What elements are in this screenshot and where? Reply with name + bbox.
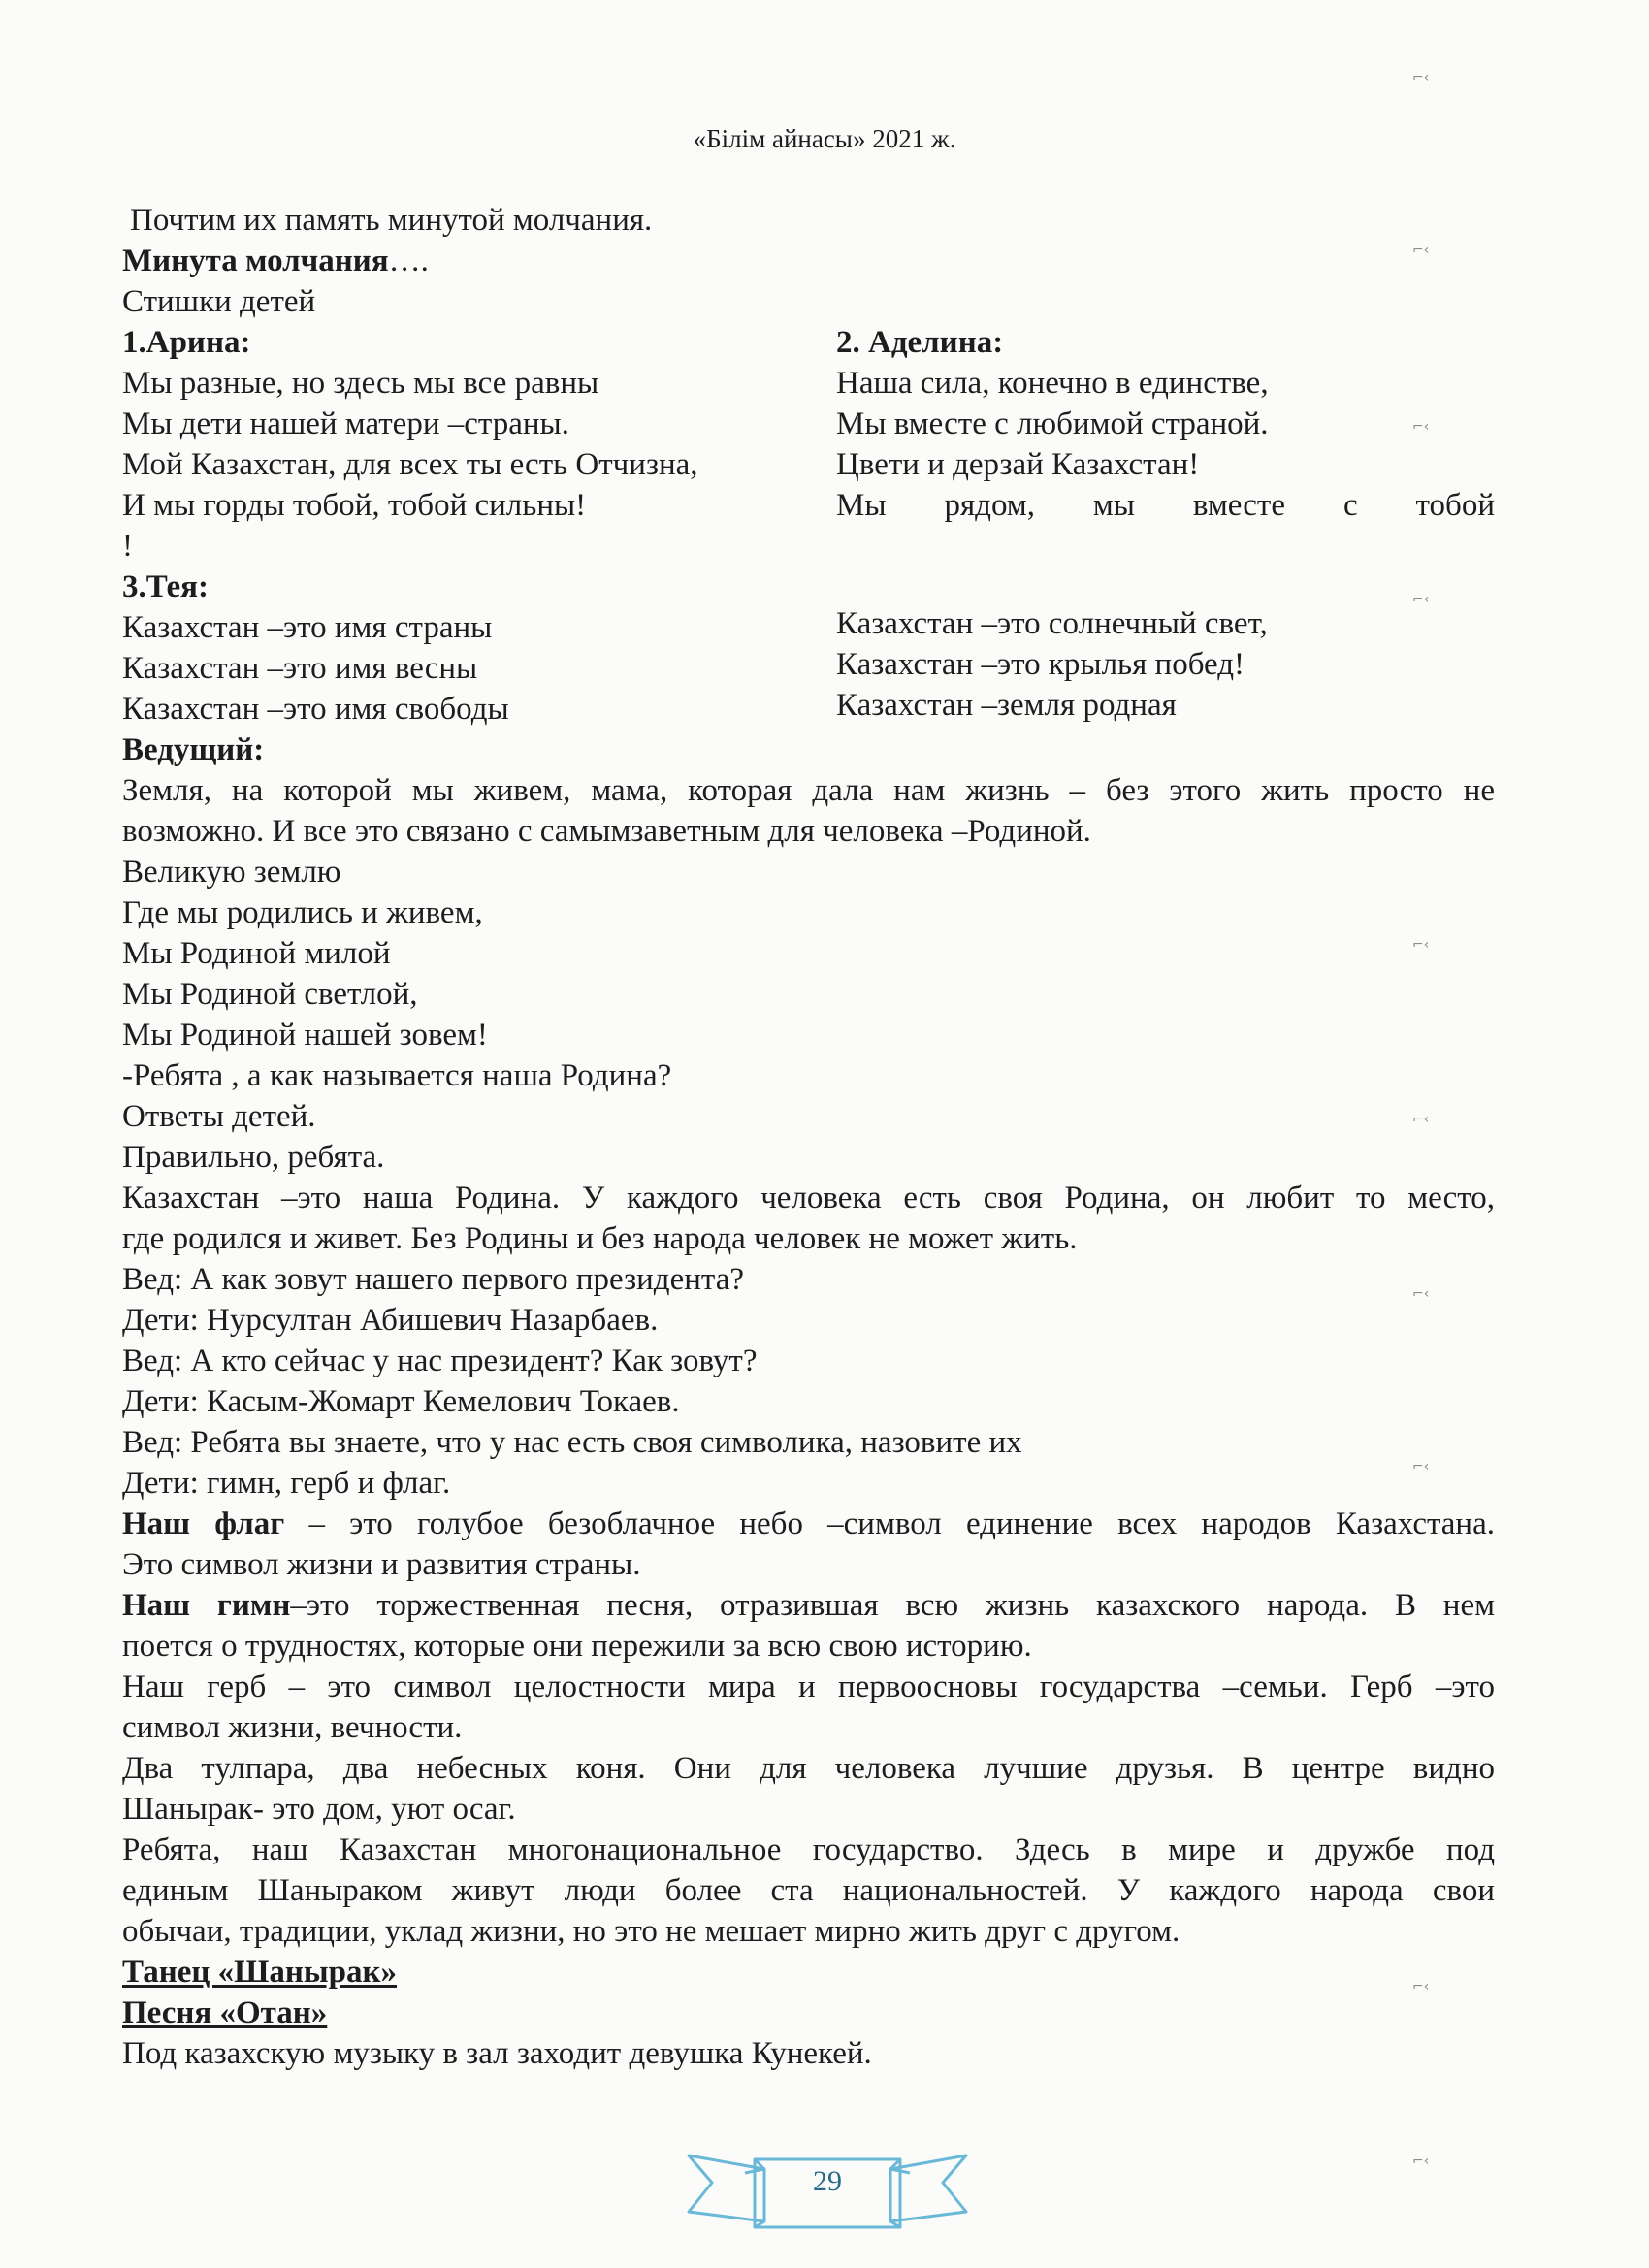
poem-teya	[122, 567, 836, 729]
poem-arina	[122, 322, 836, 567]
flag-paragraph-line	[122, 1504, 1495, 1544]
paragraph-line: Казахстан –это наша Родина. У каждого человека есть своя Родина, он любит то место,	[122, 1181, 1495, 1215]
scan-artifact: ⌐‹	[1412, 70, 1430, 85]
poem-line: Мы разные, но здесь мы все равны	[122, 366, 599, 401]
paragraph-line: Земля, на которой мы живем, мама, которая дала нам жизнь – без этого жить просто не	[122, 773, 1495, 808]
scan-artifact: ⌐‹	[1412, 1459, 1430, 1474]
paragraph-line: Ребята, наш Казахстан многонациональное государство. Здесь в мире и дружбе под	[122, 1832, 1495, 1867]
page-number: 29	[813, 2165, 842, 2197]
closing-line: Под казахскую музыку в зал заходит девушка Кунекей.	[122, 2036, 872, 2071]
poem-adelina	[836, 322, 1495, 567]
song-title: Песня «Отан»	[122, 1995, 328, 2030]
poem-line: Наша сила, конечно в единстве,	[836, 366, 1269, 401]
children-poems-label: Стишки детей	[122, 284, 316, 319]
poem-line: !	[122, 529, 133, 564]
scan-artifact: ⌐‹	[1412, 243, 1430, 258]
poem-line: Казахстан –это имя страны	[122, 610, 493, 645]
poem-title: 1.Арина:	[122, 325, 251, 360]
poem-line: Мы вместе с любимой страной.	[836, 406, 1269, 441]
flag-text: – это голубое безоблачное небо –символ единение всех народов Казахстана.	[284, 1507, 1495, 1541]
paragraph-line: Наш герб – это символ целостности мира и первоосновы государства –семьи. Герб –это	[122, 1669, 1495, 1704]
poem-line: И мы горды тобой, тобой сильны!	[122, 488, 587, 523]
scan-artifact: ⌐‹	[1412, 1979, 1430, 1994]
dialog-line: Правильно, ребята.	[122, 1140, 385, 1175]
paragraph-line: обычаи, традиции, уклад жизни, но это не мешает мирно жить друг с другом.	[122, 1914, 1180, 1949]
paragraph-line: Это символ жизни и развития страны.	[122, 1547, 641, 1582]
poem-line: Казахстан –земля родная	[836, 688, 1177, 723]
dialog-line: -Ребята , а как называется наша Родина?	[122, 1058, 672, 1093]
scan-artifact: ⌐‹	[1412, 592, 1430, 607]
paragraph-line: поется о трудностях, которые они пережили за всю свою историю.	[122, 1629, 1032, 1664]
paragraph-line: Шанырак- это дом, уют осаг.	[122, 1792, 516, 1827]
poem-line: Казахстан –это имя весны	[122, 651, 478, 686]
dialog-line: Ответы детей.	[122, 1099, 316, 1134]
dialog-line: Вед: Ребята вы знаете, что у нас есть своя символика, назовите их	[122, 1425, 1022, 1460]
poem-line: Мы дети нашей матери –страны.	[122, 406, 569, 441]
poem-title: 2. Аделина:	[836, 325, 1004, 360]
dialog-line: Дети: Нурсултан Абишевич Назарбаев.	[122, 1303, 659, 1338]
anthem-text: –это торжественная песня, отразившая всю жизнь казахского народа. В нем	[290, 1588, 1495, 1623]
dialog-line: Вед: А кто сейчас у нас президент? Как зовут?	[122, 1344, 758, 1378]
paragraph-line: Два тулпара, два небесных коня. Они для человека лучшие друзья. В центре видно	[122, 1751, 1495, 1786]
poem-line: Казахстан –это крылья побед!	[836, 647, 1245, 682]
intro-line: Почтим их память минутой молчания.	[130, 203, 653, 238]
verse-line: Где мы родились и живем,	[122, 895, 483, 930]
paragraph-line: символ жизни, вечности.	[122, 1710, 463, 1745]
main-content	[122, 200, 1495, 2074]
dance-title: Танец «Шанырак»	[122, 1955, 397, 1990]
anthem-term: Наш гимн	[122, 1588, 291, 1623]
poems-block-2	[122, 567, 1495, 729]
minute-title: Минута молчания	[122, 243, 389, 278]
scan-artifact: ⌐‹	[1412, 1112, 1430, 1127]
scan-artifact: ⌐‹	[1412, 419, 1430, 435]
paragraph-line: возможно. И все это связано с самымзаветным для человека –Родиной.	[122, 814, 1091, 849]
scan-artifact: ⌐‹	[1412, 1286, 1430, 1302]
verse-line: Мы Родиной светлой,	[122, 977, 418, 1012]
dialog-line: Вед: А как зовут нашего первого президента?	[122, 1262, 745, 1297]
anthem-paragraph-line	[122, 1585, 1495, 1626]
poem-title: 3.Тея:	[122, 569, 209, 604]
spacer	[836, 567, 1495, 603]
poem-line: Мы рядом, мы вместе с тобой	[836, 488, 1495, 523]
verse-line: Мы Родиной милой	[122, 936, 391, 971]
dialog-line: Дети: Касым-Жомарт Кемелович Токаев.	[122, 1384, 680, 1419]
page-header: «Білім айнасы» 2021 ж.	[693, 124, 956, 153]
scan-artifact: ⌐‹	[1412, 937, 1430, 953]
paragraph-line: единым Шаныраком живут люди более ста национальностей. У каждого народа свои	[122, 1873, 1495, 1908]
poems-block-1	[122, 322, 1495, 567]
host-title: Ведущий:	[122, 732, 265, 767]
flag-term: Наш флаг	[122, 1507, 285, 1541]
minute-ellipsis: ….	[388, 243, 429, 278]
poem-line: Цвети и дерзай Казахстан!	[836, 447, 1200, 482]
poem-teya-continued	[836, 567, 1495, 729]
paragraph-line: где родился и живет. Без Родины и без народа человек не может жить.	[122, 1221, 1078, 1256]
verse-line: Великую землю	[122, 855, 341, 890]
poem-line: Казахстан –это имя свободы	[122, 692, 509, 727]
poem-line: Мой Казахстан, для всех ты есть Отчизна,	[122, 447, 698, 482]
verse-line: Мы Родиной нашей зовем!	[122, 1018, 488, 1053]
scan-artifact: ⌐‹	[1412, 2154, 1430, 2169]
poem-line: Казахстан –это солнечный свет,	[836, 606, 1268, 641]
minute-of-silence	[122, 241, 1495, 281]
dialog-line: Дети: гимн, герб и флаг.	[122, 1466, 451, 1501]
